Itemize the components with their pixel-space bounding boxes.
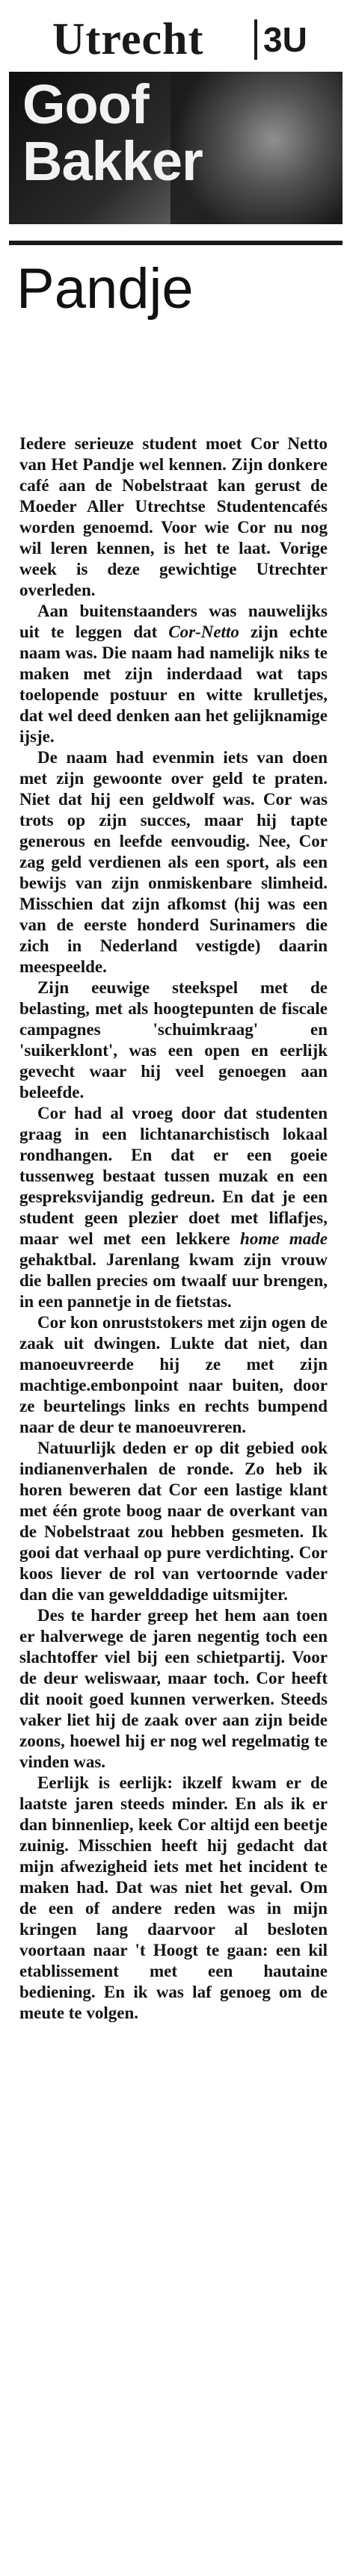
columnist-first-name: Goof (22, 73, 149, 135)
paragraph-text: Cor kon onruststokers met zijn ogen de zaak uit dwingen. Lukte dat niet, dan manoeuvreerde hij ze met zijn machtige.embonpoint naar buiten, door ze beurtelings links en rechts bumpend naar de deur te manoeuvreren. (19, 1313, 328, 1436)
paragraph-text: Eerlijk is eerlijk: ikzelf kwam er de laatste jaren steeds minder. En als ik er dan binnenliep, keek Cor altijd een beetje zuinig. Misschien heeft hij gedacht dat mijn afwezigheid iets met het incident te maken had. Dat was niet het geval. Om de een of andere reden was in mijn kringen lang daarvoor al besloten voortaan naar 't Hoogt te gaan: een kil etablissement met een hautaine bediening. En ik was laf genoeg om de meute te volgen. (19, 1773, 328, 2022)
article-paragraph (19, 1438, 328, 1605)
section-name: Utrecht (52, 14, 204, 64)
paragraph-text: zijn echte naam was. Die naam had namelijk niks te maken met zijn inderdaad wat taps toelopende postuur en witte krulletjes, dat wel deed denken aan het gelijknamige ijsje. (19, 623, 328, 746)
paragraph-text: gehaktbal. Jarenlang kwam zijn vrouw die ballen precies om twaalf uur brengen, in een pannetje in de fietstas. (19, 1250, 328, 1311)
article-paragraph (19, 1605, 328, 1773)
paragraph-text: Iedere serieuze student moet Cor Netto van Het Pandje wel kennen. Zijn donkere café aan de Nobelstraat kan gerust de Moeder Aller Utrechtse Studentencafés worden genoemd. Voor wie Cor nu nog wil leren kennen, is het te laat. Vorige week is deze gewichtige Utrechter overleden. (19, 434, 328, 599)
paragraph-text: Zijn eeuwige steekspel met de belasting, met als hoogtepunten de fiscale campagnes 'schuimkraag' en 'suikerklont', was een open en eerlijk gevecht waar hij veel genoegen aan beleefde. (19, 978, 328, 1102)
emphasis-text: home made (240, 1229, 328, 1248)
masthead (0, 0, 347, 75)
columnist-banner (9, 72, 343, 224)
article-paragraph (19, 977, 328, 1103)
page-number: 3U (263, 20, 307, 59)
columnist-name (22, 73, 203, 192)
article-paragraph (19, 601, 328, 747)
paragraph-text: Natuurlijk deden er op dit gebied ook indianenverhalen de ronde. Zo heb ik horen beweren dat Cor een lastige klant met één grote boog naar de overkant van de Nobelstraat zou hebben gesmeten. Ik gooi dat verhaal op pure verdichting. Cor koos liever de rol van vertoornde vader dan die van gewelddadige uitsmijter. (19, 1439, 328, 1604)
article-headline: Pandje (16, 257, 194, 321)
article-paragraph (19, 1103, 328, 1312)
masthead-divider (254, 19, 257, 60)
article-paragraph (19, 1773, 328, 2024)
paragraph-text: Cor had al vroeg door dat studenten graag in een lichtanarchistisch lokaal rondhangen. En dat er een goeie tussenweg bestaat tussen muzak en een gespreksvijandig gedreun. En dat je een student geen plezier doet met liflafjes, maar wel met een lekkere (19, 1104, 328, 1248)
paragraph-text: Aan buitenstaanders was nauwelijks uit te leggen dat (19, 602, 328, 641)
article-paragraph (19, 433, 328, 601)
columnist-last-name: Bakker (22, 130, 203, 192)
paragraph-text: De naam had evenmin iets van doen met zijn gewoonte over geld te praten. Niet dat hij een geldwolf was. Cor was trots op zijn succes, maar hij tapte generous en leefde eenvoudig. Nee, Cor zag geld verdienen als een sport, als een bewijs van zijn onmiskenbare slimheid. Misschien dat zijn afkomst (hij was een van de eerste honderd Surinamers die zich in Nederland vestigde) daarin meespeelde. (19, 748, 328, 976)
article-body (19, 433, 328, 2571)
article-paragraph (19, 747, 328, 977)
article-paragraph (19, 1312, 328, 1438)
emphasis-text: Cor-Netto (168, 623, 239, 641)
header-rule (9, 241, 343, 245)
paragraph-text: Des te harder greep het hem aan toen er halverwege de jaren negentig toch een slachtoffer viel bij een schietpartij. Voor de deur weliswaar, maar toch. Cor heeft dit nooit goed kunnen verwerken. Steeds vaker liet hij de zaak over aan zijn beide zoons, hoewel hij er nog wel regelmatig te vinden was. (19, 1606, 328, 1771)
